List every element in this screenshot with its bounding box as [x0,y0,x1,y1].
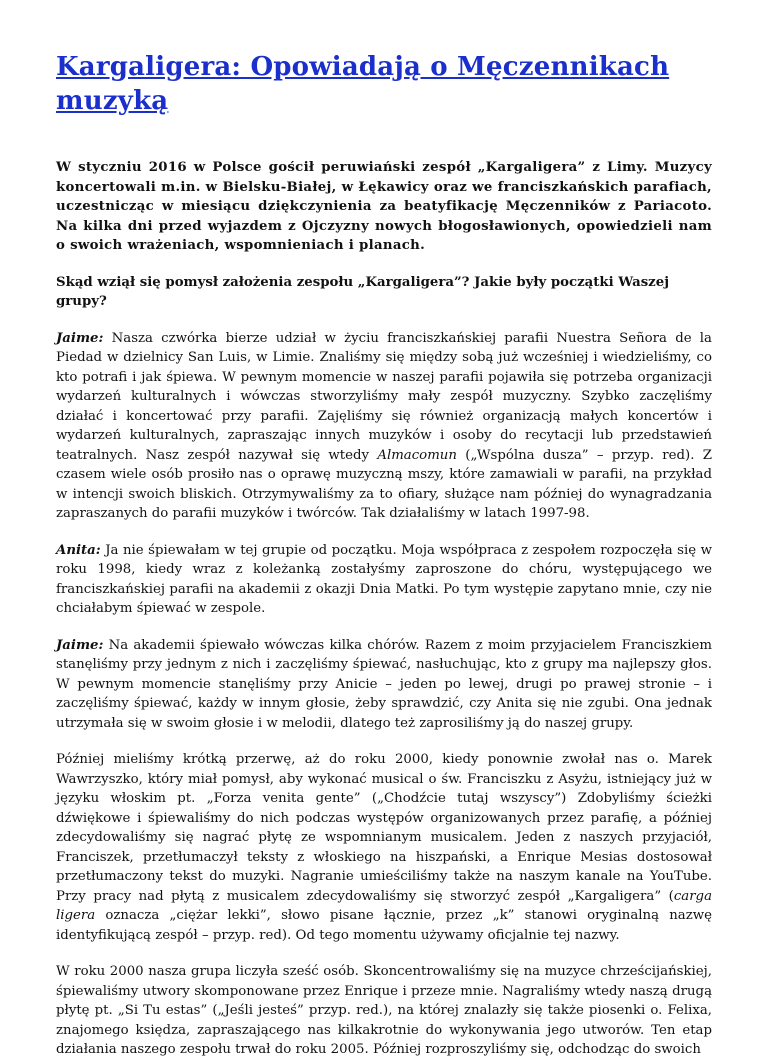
answer-paragraph-history [56,750,712,945]
article-title-link[interactable]: Kargaligera: Opowiadają o Męczennikach muzyką [56,52,670,116]
article-lead: W styczniu 2016 w Polsce gościł peruwiański zespół „Kargaligera” z Limy. Muzycy koncertowali m.in. w Bielsku-Białej, w Łękawicy oraz we franciszkańskich parafiach, uczestnicząc w miesiącu dziękczynienia za beatyfikację Męczenników z Pariacoto. Na kilka dni przed wyjazdem z Ojczyzny nowych błogosławionych, opowiedzieli nam o swoich wrażeniach, wspomnieniach i planach. [56,160,712,253]
paragraph-text: Ja nie śpiewałam w tej grupie od początku. Moja współpraca z zespołem rozpoczęła się w roku 1998, kiedy wraz z koleżanką zostałyśmy zaproszone do chóru, występującego we franciszkańskiej parafii na akademii z okazji Dnia Matki. Po tym występie zapytano mnie, czy nie chciałabym śpiewać w zespole. [56,542,712,616]
paragraph-text: („Wspólna dusza” – przyp. red). Z czasem wiele osób prosiło nas o oprawę muzyczną mszy, które zamawiali w parafii, na przykład w intencji swoich bliskich. Otrzymywaliśmy za to ofiary, służące nam później do wynagradzania zapraszanych do parafii muzyków i twórców. Tak działaliśmy w latach 1997-98. [56,447,712,521]
paragraph-text: oznacza „ciężar lekki”, słowo pisane łącznie, przez „k” stanowi oryginalną nazwę identyfikującą zespół – przyp. red). Od tego momentu używamy oficjalnie tej nazwy. [56,908,712,943]
speaker-label: Jaime: [56,637,104,653]
speaker-label: Jaime: [56,330,104,346]
band-name-italic: Almacomun [377,447,457,463]
paragraph-text: Nasza czwórka bierze udział w życiu franciszkańskiej parafii Nuestra Señora de la Piedad w dzielnicy San Luis, w Limie. Znaliśmy się między sobą już wcześniej i wiedzieliśmy, co kto potrafi i jak śpiewa. W pewnym momencie w naszej parafii pojawiła się potrzeba organizacji wydarzeń kulturalnych i wówczas stworzyliśmy mały zespół muzyczny. Szybko zaczęliśmy działać i koncertować przy parafii. Zajęliśmy się również organizacją małych koncertów i wydarzeń kulturalnych, zapraszając innych muzyków i osoby do recytacji lub przedstawień teatralnych. Nasz zespół nazywał się wtedy [56,330,712,463]
paragraph-text: Później mieliśmy krótką przerwę, aż do roku 2000, kiedy ponownie zwołał nas o. Marek Wawrzyszko, który miał pomysł, aby wykonać musical o św. Franciszku z Asyżu, istniejący już w języku włoskim pt. „Forza venita gente” („Chodźcie tutaj wszyscy”) Zdobyliśmy ścieżki dźwiękowe i śpiewaliśmy do nich podczas występów organizowanych przez parafię, a później zdecydowaliśmy się nagrać płytę ze wspomnianym musicalem. Jeden z naszych przyjaciół, Franciszek, przetłumaczył teksty z włoskiego na hiszpański, a Enrique Mesias dostosował przetłumaczony tekst do muzyki. Nagranie umieściliśmy także na naszym kanale na YouTube. Przy pracy nad płytą z musicalem zdecydowaliśmy się stworzyć zespół „Kargaligera” ( [56,752,712,904]
answer-paragraph-jaime-2 [56,636,712,734]
paragraph-text: Na akademii śpiewało wówczas kilka chórów. Razem z moim przyjacielem Franciszkiem stanęliśmy przy jednym z nich i zaczęliśmy śpiewać, nasłuchując, kto z grupy ma najlepszy głos. W pewnym momencie stanęliśmy przy Anicie – jeden po lewej, drugi po prawej stronie – i zaczęliśmy śpiewać, każdy w innym głosie, żeby sprawdzić, czy Anita się nie zgubi. Ona jednak utrzymała się w swoim głosie i w melodii, dlatego też zaprosiliśmy ją do naszej grupy. [56,637,712,731]
answer-paragraph-anita [56,541,712,619]
answer-paragraph-jaime-1 [56,329,712,524]
interview-question: Skąd wziął się pomysł założenia zespołu „Kargaligera”? Jakie były początki Waszej grupy? [56,274,670,309]
answer-paragraph-2000: W roku 2000 nasza grupa liczyła sześć osób. Skoncentrowaliśmy się na muzyce chrześcijańskiej, śpiewaliśmy utwory skomponowane przez Enrique i przeze mnie. Nagraliśmy wtedy naszą drugą płytę pt. „Si Tu estas” („Jeśli jesteś” przyp. red.), na której znalazły się także piosenki o. Felixa, znajomego księdza, zapraszającego nas kilkakrotnie do wykonywania jego utworów. Ten etap działania naszego zespołu trwał do roku 2005. Później rozproszyliśmy się, odchodząc do swoich [56,964,712,1057]
speaker-label: Anita: [56,542,101,558]
band-name-meaning-italic: carga ligera [56,888,712,923]
